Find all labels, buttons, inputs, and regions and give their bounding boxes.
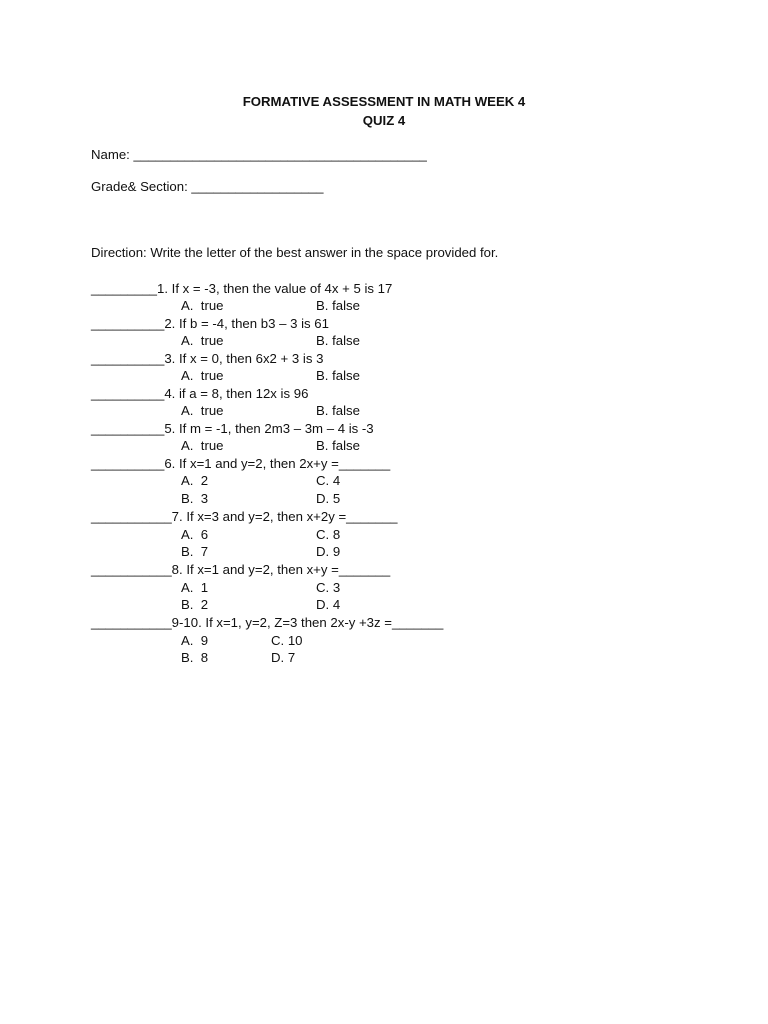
q2-option-b: B. false [316,333,360,348]
q4-option-a: A. true [181,403,224,418]
question-6: __________6. If x=1 and y=2, then 2x+y =_______ [91,456,391,471]
grade-section-field: Grade& Section: __________________ [91,179,324,194]
question-5: __________5. If m = -1, then 2m3 – 3m – 4 is -3 [91,421,374,436]
q4-option-b: B. false [316,403,360,418]
q8-option-b: B. 2 [181,597,209,612]
document-subtitle: QUIZ 4 [362,113,406,128]
name-field: Name: ________________________________________ [91,147,427,162]
q9-option-d: D. 7 [271,650,296,665]
q7-option-c: C. 8 [316,527,341,542]
question-3: __________3. If x = 0, then 6x2 + 3 is 3 [91,351,324,366]
q8-option-a: A. 1 [181,580,209,595]
q5-option-a: A. true [181,438,224,453]
q7-option-a: A. 6 [181,527,209,542]
q2-option-a: A. true [181,333,224,348]
q6-option-b: B. 3 [181,491,209,506]
question-4: __________4. if a = 8, then 12x is 96 [91,386,309,401]
document-title: FORMATIVE ASSESSMENT IN MATH WEEK 4 [242,94,526,109]
q6-option-d: D. 5 [316,491,341,506]
question-9-10: ___________9-10. If x=1, y=2, Z=3 then 2x-y +3z =_______ [91,615,444,630]
q7-option-b: B. 7 [181,544,209,559]
question-1: _________1. If x = -3, then the value of 4x + 5 is 17 [91,281,393,296]
question-8: ___________8. If x=1 and y=2, then x+y =_______ [91,562,391,577]
q6-option-c: C. 4 [316,473,341,488]
q7-option-d: D. 9 [316,544,341,559]
q3-option-a: A. true [181,368,224,383]
q5-option-b: B. false [316,438,360,453]
q3-option-b: B. false [316,368,360,383]
q6-option-a: A. 2 [181,473,209,488]
q1-option-b: B. false [316,298,360,313]
q9-option-b: B. 8 [181,650,209,665]
q9-option-c: C. 10 [271,633,303,648]
q1-option-a: A. true [181,298,224,313]
q8-option-c: C. 3 [316,580,341,595]
question-7: ___________7. If x=3 and y=2, then x+2y =_______ [91,509,398,524]
question-2: __________2. If b = -4, then b3 – 3 is 61 [91,316,329,331]
direction-text: Direction: Write the letter of the best answer in the space provided for. [91,245,499,260]
q8-option-d: D. 4 [316,597,341,612]
q9-option-a: A. 9 [181,633,209,648]
